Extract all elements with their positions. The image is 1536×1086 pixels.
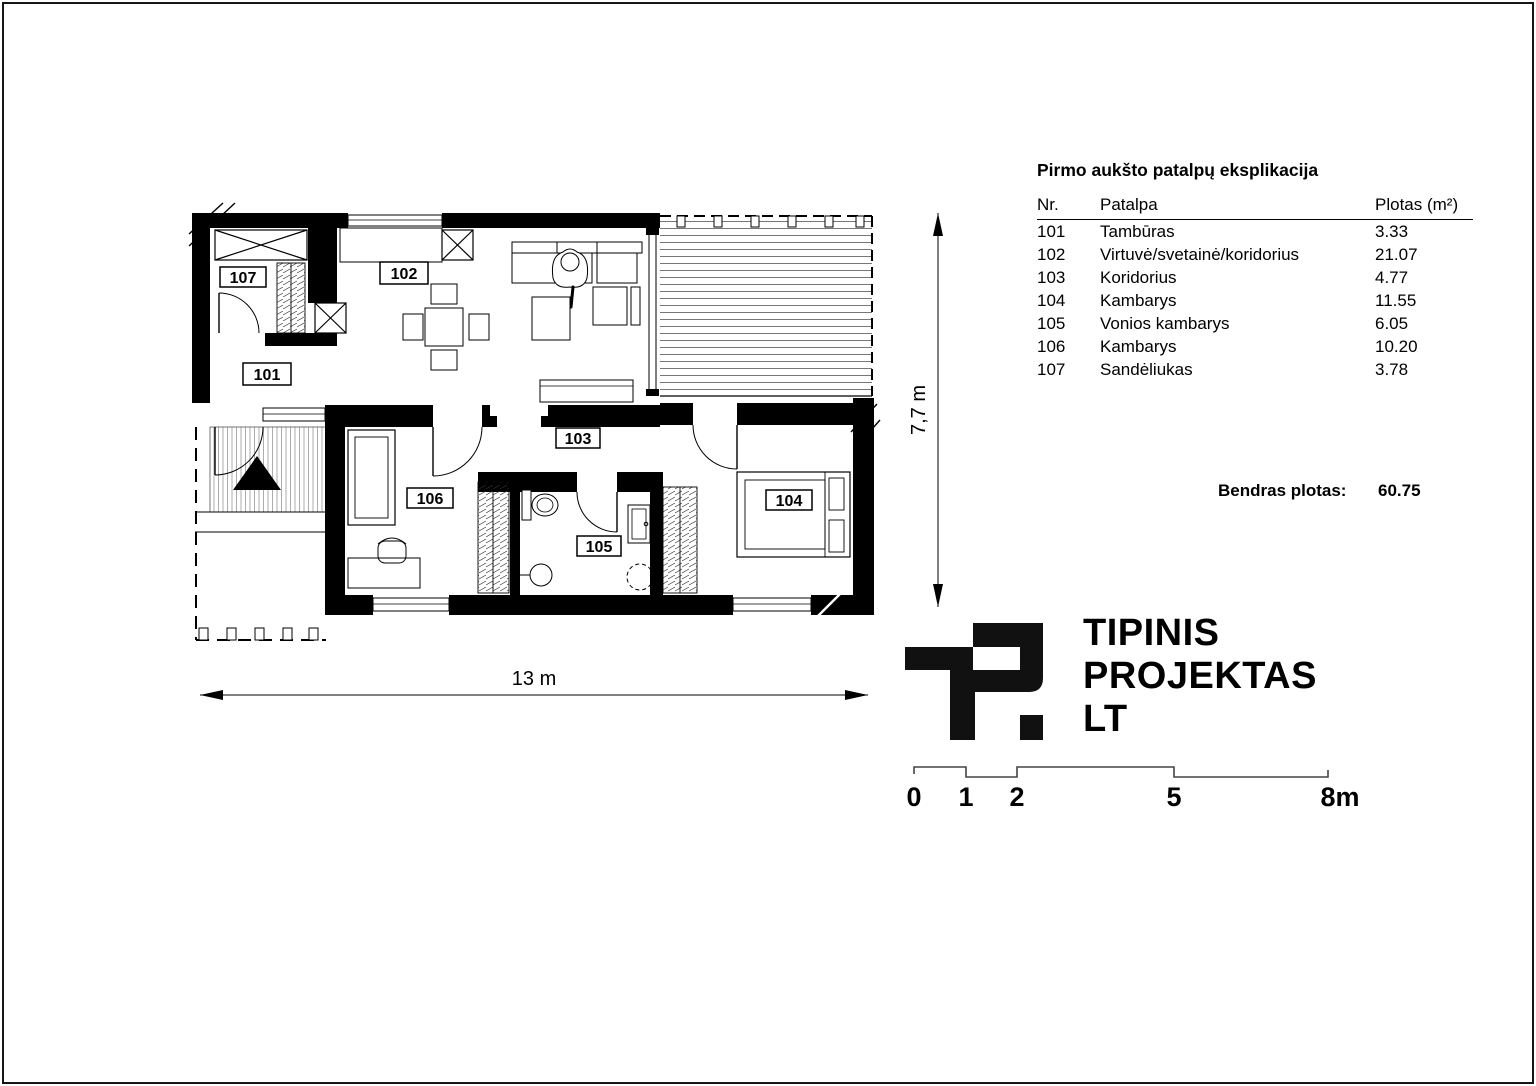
row-room: Sandėliukas <box>1100 359 1193 379</box>
row-area: 3.33 <box>1375 221 1409 241</box>
row-area: 10.20 <box>1375 336 1418 356</box>
table-row <box>1037 335 1473 358</box>
table-row <box>1037 358 1473 381</box>
scale-label-8m: 8m <box>1320 782 1360 812</box>
scale-bar <box>900 758 1375 818</box>
table-header <box>1037 195 1473 220</box>
scale-label-5: 5 <box>1166 782 1182 812</box>
svg-text:104: 104 <box>775 493 803 510</box>
table-row <box>1037 220 1473 243</box>
scale-label-0: 0 <box>906 782 922 812</box>
door-105 <box>577 492 617 532</box>
room-label-104 <box>766 490 812 510</box>
row-room: Kambarys <box>1100 336 1177 356</box>
scale-label-2: 2 <box>1009 782 1025 812</box>
row-area: 3.78 <box>1375 359 1409 379</box>
floor-plan <box>185 190 965 720</box>
room-label-105 <box>577 536 621 556</box>
svg-text:103: 103 <box>564 431 592 448</box>
toilet <box>522 490 558 520</box>
svg-text:101: 101 <box>253 367 281 384</box>
row-nr: 103 <box>1037 267 1066 287</box>
table-row <box>1037 266 1473 289</box>
window-porch <box>263 408 325 421</box>
svg-text:106: 106 <box>416 491 444 508</box>
bed-104 <box>737 472 850 557</box>
desk-106 <box>348 538 420 588</box>
row-nr: 102 <box>1037 244 1066 264</box>
entrance-porch <box>195 427 326 640</box>
row-nr: 104 <box>1037 290 1066 310</box>
total-area-label: Bendras plotas: <box>1218 481 1347 500</box>
table-row <box>1037 243 1473 266</box>
room-label-103 <box>556 428 600 448</box>
coffee-table <box>532 297 570 340</box>
door-104 <box>693 425 737 469</box>
window-room106 <box>373 598 449 611</box>
washbasin <box>520 564 552 586</box>
bed-106 <box>348 430 395 525</box>
room-label-107 <box>220 267 266 287</box>
logo-line-3: LT <box>1083 698 1128 740</box>
window-room104 <box>733 598 811 611</box>
header-room: Patalpa <box>1100 195 1158 214</box>
row-area: 11.55 <box>1375 290 1417 310</box>
row-area: 21.07 <box>1375 244 1418 264</box>
svg-text:107: 107 <box>229 270 257 287</box>
room-label-101 <box>243 363 291 385</box>
dimension-height <box>908 213 943 607</box>
dining-table <box>403 284 489 370</box>
scale-label-1: 1 <box>958 782 974 812</box>
row-room: Koridorius <box>1100 267 1177 287</box>
header-nr: Nr. <box>1037 195 1059 214</box>
room-label-106 <box>407 488 453 508</box>
row-room: Tambūras <box>1100 221 1175 241</box>
cabinet-kitchen <box>442 230 473 260</box>
row-area: 6.05 <box>1375 313 1409 333</box>
row-nr: 106 <box>1037 336 1066 356</box>
closet-106 <box>478 482 509 593</box>
room-explication-table <box>1037 160 1473 381</box>
door-107 <box>219 293 259 333</box>
svg-text:102: 102 <box>390 266 418 283</box>
row-nr: 101 <box>1037 221 1066 241</box>
dimension-width <box>200 668 868 700</box>
table-title: Pirmo aukšto patalpų eksplikacija <box>1037 160 1319 180</box>
logo-text <box>1083 612 1317 741</box>
tv-bench <box>540 380 633 402</box>
washing-machine <box>627 564 653 590</box>
row-room: Kambarys <box>1100 290 1177 310</box>
logo-line-2: PROJEKTAS <box>1083 655 1317 697</box>
sink-cabinet <box>628 505 650 543</box>
room-label-102 <box>380 262 428 284</box>
dimension-width-label: 13 m <box>511 668 557 690</box>
total-area-value: 60.75 <box>1378 481 1421 500</box>
tp-logo-mark <box>903 618 1048 745</box>
row-room: Virtuvė/svetainė/koridorius <box>1100 244 1300 264</box>
row-nr: 107 <box>1037 359 1066 379</box>
cabinet-corner <box>315 303 346 333</box>
table-row <box>1037 289 1473 312</box>
door-106 <box>433 427 482 476</box>
terrace <box>660 216 872 396</box>
svg-text:105: 105 <box>585 539 613 556</box>
table-row <box>1037 312 1473 335</box>
row-area: 4.77 <box>1375 267 1409 287</box>
kitchen-counter <box>340 228 442 262</box>
row-nr: 105 <box>1037 313 1066 333</box>
glass-wall-terrace <box>646 228 659 396</box>
header-area: Plotas (m²) <box>1375 195 1459 214</box>
logo-line-1: TIPINIS <box>1083 612 1220 654</box>
window-kitchen <box>348 215 442 226</box>
cabinet-107 <box>215 230 307 260</box>
row-room: Vonios kambarys <box>1100 313 1230 333</box>
dimension-height-label: 7,7 m <box>908 384 930 436</box>
